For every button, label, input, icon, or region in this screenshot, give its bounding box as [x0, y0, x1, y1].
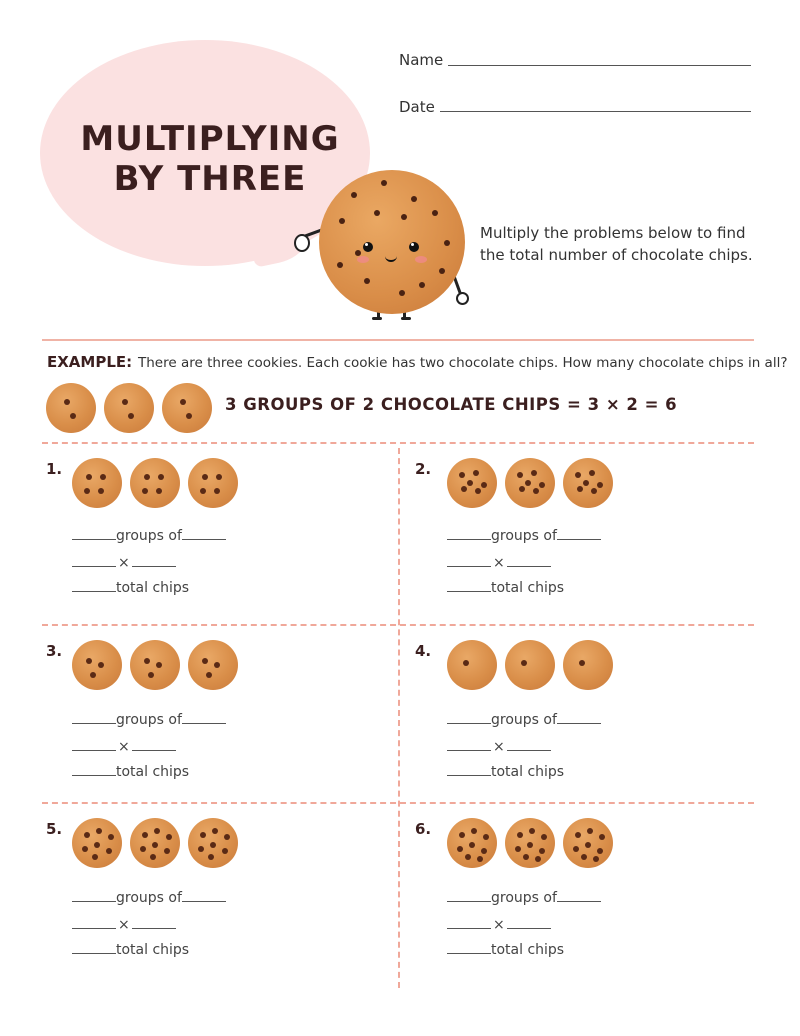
chocolate-chip	[467, 480, 473, 486]
cookie-icon	[130, 458, 180, 508]
example-label: EXAMPLE:	[47, 353, 133, 371]
cookie-icon	[72, 458, 122, 508]
chocolate-chip	[515, 846, 521, 852]
problem-number: 4.	[415, 642, 432, 660]
answer-blank[interactable]	[182, 711, 226, 724]
name-label: Name	[399, 51, 444, 69]
grid-divider-vertical	[398, 448, 400, 988]
answer-blank[interactable]	[72, 711, 116, 724]
answer-blank[interactable]	[132, 916, 176, 929]
multiply-row: ×	[72, 554, 176, 571]
total-chips-row: total chips	[447, 941, 564, 958]
cookie-icon	[505, 818, 555, 868]
answer-blank[interactable]	[447, 579, 491, 592]
chocolate-chip	[94, 842, 100, 848]
chocolate-chip	[144, 474, 150, 480]
chocolate-chip	[166, 834, 172, 840]
multiply-row: ×	[72, 916, 176, 933]
chocolate-chip	[459, 472, 465, 478]
chocolate-chip	[597, 848, 603, 854]
chocolate-chip	[128, 413, 134, 419]
multiply-row: ×	[447, 554, 551, 571]
chocolate-chip	[465, 854, 471, 860]
chocolate-chip	[224, 834, 230, 840]
instructions-text: Multiply the problems below to find the total number of chocolate chips.	[480, 224, 753, 264]
chocolate-chip	[156, 488, 162, 494]
cookie-icon	[505, 458, 555, 508]
total-chips-row: total chips	[72, 763, 189, 780]
cookie-icon	[72, 818, 122, 868]
problem-number: 5.	[46, 820, 63, 838]
chocolate-chip	[84, 832, 90, 838]
answer-blank[interactable]	[72, 916, 116, 929]
chocolate-chip	[180, 399, 186, 405]
chocolate-chip	[198, 846, 204, 852]
cookie-icon	[104, 383, 154, 433]
chocolate-chip	[475, 488, 481, 494]
chocolate-chip	[473, 470, 479, 476]
answer-blank[interactable]	[447, 889, 491, 902]
cookie-icon	[46, 383, 96, 433]
chocolate-chip	[575, 832, 581, 838]
total-chips-row: total chips	[447, 763, 564, 780]
chocolate-chip	[206, 672, 212, 678]
groups-of-row: groups of	[447, 527, 601, 544]
multiply-row: ×	[447, 916, 551, 933]
answer-blank[interactable]	[557, 711, 601, 724]
chocolate-chip	[477, 856, 483, 862]
total-chips-row: total chips	[72, 579, 189, 596]
chocolate-chip	[152, 842, 158, 848]
chocolate-chip	[521, 660, 527, 666]
chocolate-chip	[148, 672, 154, 678]
chocolate-chip	[461, 486, 467, 492]
multiply-row: ×	[72, 738, 176, 755]
chocolate-chip	[517, 472, 523, 478]
cookie-icon	[130, 640, 180, 690]
chocolate-chip	[214, 488, 220, 494]
chocolate-chip	[222, 848, 228, 854]
chocolate-chip	[86, 474, 92, 480]
chocolate-chip	[577, 486, 583, 492]
answer-blank[interactable]	[72, 554, 116, 567]
chocolate-chip	[469, 842, 475, 848]
chocolate-chip	[208, 854, 214, 860]
cookie-icon	[130, 818, 180, 868]
chocolate-chip	[200, 488, 206, 494]
chocolate-chip	[96, 828, 102, 834]
cookie-icon	[447, 640, 497, 690]
chocolate-chip	[599, 834, 605, 840]
answer-blank[interactable]	[447, 941, 491, 954]
groups-of-row: groups of	[447, 711, 601, 728]
chocolate-chip	[216, 474, 222, 480]
cookie-icon	[563, 640, 613, 690]
name-field[interactable]	[448, 65, 751, 66]
chocolate-chip	[471, 828, 477, 834]
chocolate-chip	[463, 660, 469, 666]
chocolate-chip	[122, 399, 128, 405]
chocolate-chip	[186, 413, 192, 419]
example-text: There are three cookies. Each cookie has two chocolate chips. How many chocolate chips in all?	[138, 355, 788, 371]
answer-blank[interactable]	[182, 889, 226, 902]
chocolate-chip	[535, 856, 541, 862]
answer-blank[interactable]	[447, 738, 491, 751]
answer-blank[interactable]	[557, 527, 601, 540]
answer-blank[interactable]	[447, 554, 491, 567]
chocolate-chip	[539, 848, 545, 854]
answer-blank[interactable]	[507, 738, 551, 751]
chocolate-chip	[106, 848, 112, 854]
chocolate-chip	[142, 832, 148, 838]
cookie-icon	[505, 640, 555, 690]
chocolate-chip	[575, 472, 581, 478]
total-chips-row: total chips	[72, 941, 189, 958]
chocolate-chip	[589, 470, 595, 476]
total-chips-row: total chips	[447, 579, 564, 596]
chocolate-chip	[579, 660, 585, 666]
chocolate-chip	[158, 474, 164, 480]
answer-blank[interactable]	[447, 711, 491, 724]
cookie-icon	[563, 458, 613, 508]
chocolate-chip	[140, 846, 146, 852]
groups-of-row: groups of	[72, 889, 226, 906]
chocolate-chip	[573, 846, 579, 852]
chocolate-chip	[529, 828, 535, 834]
chocolate-chip	[583, 480, 589, 486]
chocolate-chip	[541, 834, 547, 840]
chocolate-chip	[459, 832, 465, 838]
answer-blank[interactable]	[447, 916, 491, 929]
chocolate-chip	[214, 662, 220, 668]
example-equation: 3 GROUPS OF 2 CHOCOLATE CHIPS = 3 × 2 = 6	[225, 395, 678, 414]
chocolate-chip	[212, 828, 218, 834]
chocolate-chip	[593, 856, 599, 862]
chocolate-chip	[84, 488, 90, 494]
cookie-icon	[72, 640, 122, 690]
chocolate-chip	[539, 482, 545, 488]
cookie-icon	[447, 818, 497, 868]
cookie-icon	[162, 383, 212, 433]
grid-divider-1	[42, 442, 754, 444]
answer-blank[interactable]	[447, 763, 491, 776]
cookie-icon	[188, 458, 238, 508]
chocolate-chip	[70, 413, 76, 419]
page-title-line1: MULTIPLYING	[80, 119, 340, 159]
chocolate-chip	[98, 662, 104, 668]
answer-blank[interactable]	[557, 889, 601, 902]
chocolate-chip	[591, 488, 597, 494]
answer-blank[interactable]	[132, 554, 176, 567]
chocolate-chip	[483, 834, 489, 840]
chocolate-chip	[200, 832, 206, 838]
answer-blank[interactable]	[132, 738, 176, 751]
chocolate-chip	[64, 399, 70, 405]
date-label: Date	[399, 98, 435, 116]
problem-number: 1.	[46, 460, 63, 478]
chocolate-chip	[517, 832, 523, 838]
chocolate-chip	[202, 658, 208, 664]
answer-blank[interactable]	[72, 889, 116, 902]
chocolate-chip	[150, 854, 156, 860]
chocolate-chip	[581, 854, 587, 860]
answer-blank[interactable]	[72, 527, 116, 540]
chocolate-chip	[523, 854, 529, 860]
answer-blank[interactable]	[72, 738, 116, 751]
chocolate-chip	[531, 470, 537, 476]
answer-blank[interactable]	[182, 527, 226, 540]
answer-blank[interactable]	[447, 527, 491, 540]
chocolate-chip	[142, 488, 148, 494]
problem-number: 2.	[415, 460, 432, 478]
answer-blank[interactable]	[507, 916, 551, 929]
chocolate-chip	[108, 834, 114, 840]
answer-blank[interactable]	[72, 763, 116, 776]
chocolate-chip	[82, 846, 88, 852]
multiply-row: ×	[447, 738, 551, 755]
cookie-icon	[188, 640, 238, 690]
problem-number: 6.	[415, 820, 432, 838]
chocolate-chip	[202, 474, 208, 480]
page-title-line2: BY THREE	[113, 159, 307, 199]
chocolate-chip	[92, 854, 98, 860]
answer-blank[interactable]	[72, 941, 116, 954]
chocolate-chip	[86, 658, 92, 664]
cookie-icon	[447, 458, 497, 508]
chocolate-chip	[585, 842, 591, 848]
answer-blank[interactable]	[507, 554, 551, 567]
chocolate-chip	[90, 672, 96, 678]
groups-of-row: groups of	[447, 889, 601, 906]
chocolate-chip	[481, 848, 487, 854]
chocolate-chip	[144, 658, 150, 664]
chocolate-chip	[597, 482, 603, 488]
groups-of-row: groups of	[72, 527, 226, 544]
chocolate-chip	[481, 482, 487, 488]
cookie-icon	[563, 818, 613, 868]
header-divider	[42, 339, 754, 341]
chocolate-chip	[457, 846, 463, 852]
problem-number: 3.	[46, 642, 63, 660]
chocolate-chip	[533, 488, 539, 494]
groups-of-row: groups of	[72, 711, 226, 728]
answer-blank[interactable]	[72, 579, 116, 592]
chocolate-chip	[100, 474, 106, 480]
chocolate-chip	[164, 848, 170, 854]
chocolate-chip	[527, 842, 533, 848]
date-field[interactable]	[440, 111, 751, 112]
chocolate-chip	[210, 842, 216, 848]
chocolate-chip	[156, 662, 162, 668]
chocolate-chip	[525, 480, 531, 486]
chocolate-chip	[587, 828, 593, 834]
chocolate-chip	[98, 488, 104, 494]
chocolate-chip	[154, 828, 160, 834]
chocolate-chip	[519, 486, 525, 492]
cookie-icon	[188, 818, 238, 868]
